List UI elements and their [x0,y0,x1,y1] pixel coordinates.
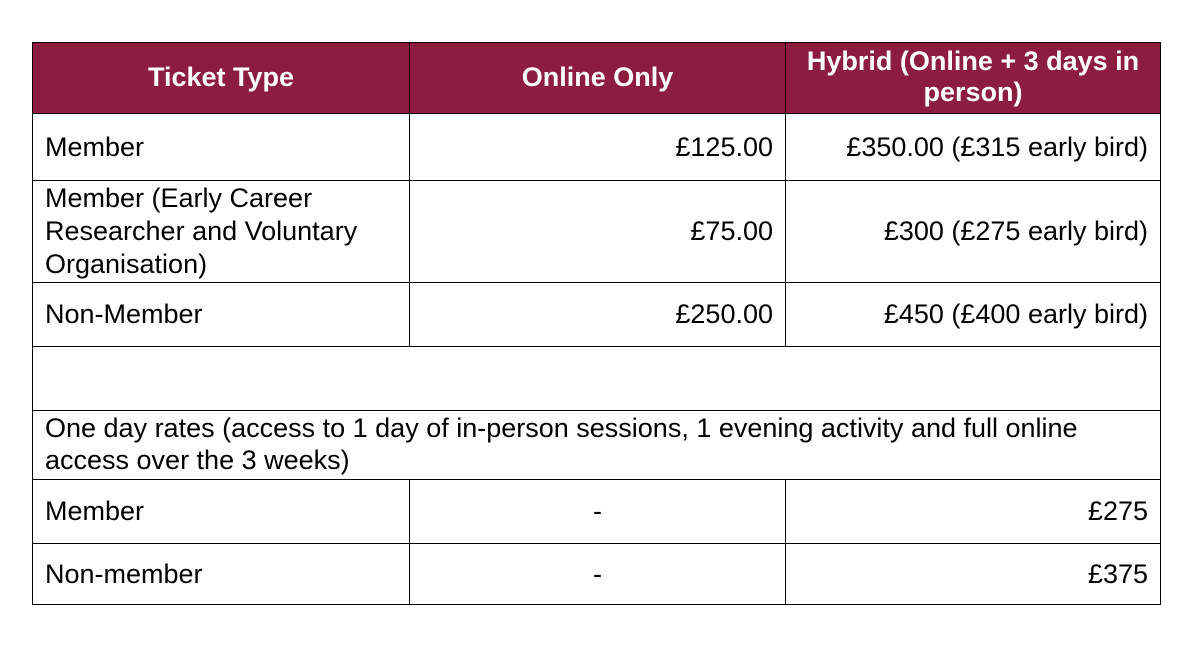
table-row [33,181,1161,283]
ticket-type-cell: Non-Member [33,283,410,347]
ticket-type-cell: Non-member [33,544,410,605]
online-price-cell: £125.00 [410,114,786,181]
hybrid-price-cell: £275 [786,480,1161,544]
one-day-heading-row [33,411,1161,480]
table-row [33,114,1161,181]
ticket-type-cell: Member [33,114,410,181]
table-body [33,114,1161,605]
table-row [33,283,1161,347]
online-price-cell: - [410,480,786,544]
table-row [33,480,1161,544]
online-price-cell: £75.00 [410,181,786,283]
header-row [33,43,1161,114]
blank-row [33,347,1161,411]
table-row [33,544,1161,605]
blank-cell [33,347,1161,411]
pricing-table [32,42,1161,605]
hybrid-price-cell: £450 (£400 early bird) [786,283,1161,347]
hybrid-price-cell: £375 [786,544,1161,605]
online-price-cell: £250.00 [410,283,786,347]
ticket-type-cell: Member [33,480,410,544]
table-header [33,43,1161,114]
ticket-type-cell: Member (Early Career Researcher and Voluntary Organisation) [33,181,410,283]
online-price-cell: - [410,544,786,605]
header-online-only: Online Only [410,43,786,114]
header-ticket-type: Ticket Type [33,43,410,114]
header-hybrid: Hybrid (Online + 3 days in person) [786,43,1161,114]
one-day-heading: One day rates (access to 1 day of in-person sessions, 1 evening activity and full online access over the 3 weeks) [33,411,1161,480]
hybrid-price-cell: £300 (£275 early bird) [786,181,1161,283]
hybrid-price-cell: £350.00 (£315 early bird) [786,114,1161,181]
